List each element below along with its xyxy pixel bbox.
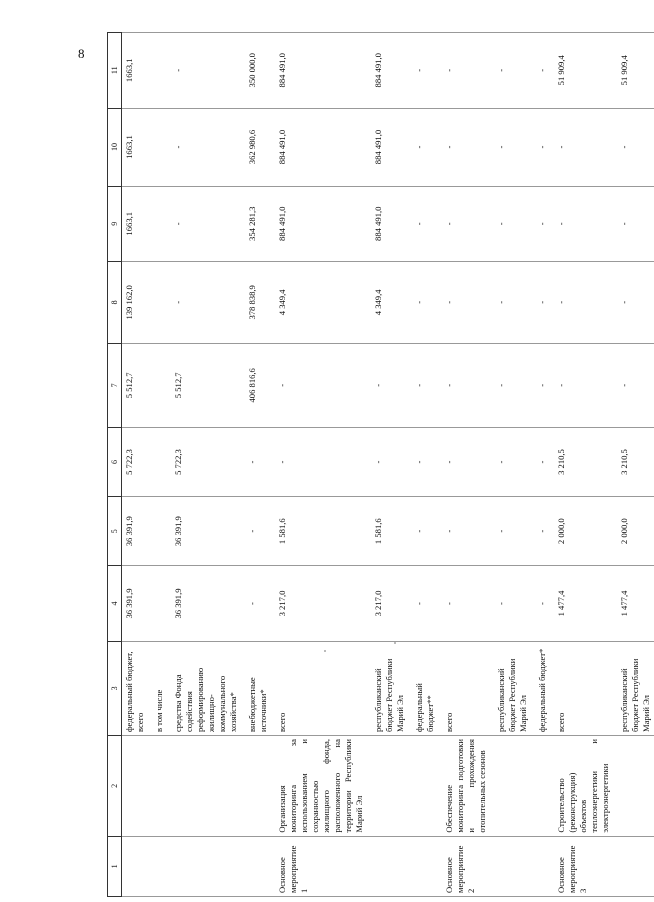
value-cell	[148, 186, 167, 261]
value-cell	[148, 566, 167, 641]
measure-label-cell: Основное мероприятие 2	[438, 836, 490, 896]
value-cell: -	[408, 566, 438, 641]
value-cell: -	[531, 33, 550, 109]
value-cell: -	[408, 427, 438, 496]
value-cell: -	[550, 108, 613, 186]
value-cell: -	[613, 108, 654, 186]
value-cell: -	[167, 108, 241, 186]
page-number: 8	[78, 46, 85, 61]
value-cell	[148, 261, 167, 343]
measure-description-cell	[167, 736, 241, 837]
measure-description-cell	[408, 736, 438, 837]
value-cell: 5 512,7	[122, 343, 149, 427]
value-cell: -	[490, 108, 531, 186]
value-cell: 884 491,0	[367, 186, 408, 261]
table-row	[408, 33, 438, 897]
value-cell: -	[531, 566, 550, 641]
value-cell: -	[490, 343, 531, 427]
value-cell: 362 980,6	[241, 108, 271, 186]
value-cell: -	[367, 343, 408, 427]
funding-source-cell: республиканский бюджет Республики Марий Эл	[490, 641, 531, 735]
column-number: 4	[108, 566, 122, 641]
funding-source-cell: федеральный бюджет, всего	[122, 641, 149, 735]
funding-source-cell: федеральный бюджет*	[531, 641, 550, 735]
value-cell: 3 217,0	[367, 566, 408, 641]
value-cell: -	[438, 497, 490, 566]
value-cell: -	[367, 427, 408, 496]
value-cell: -	[438, 33, 490, 109]
value-cell: -	[531, 261, 550, 343]
measure-label-cell	[241, 836, 271, 896]
table-row	[531, 33, 550, 897]
value-cell: 378 838,9	[241, 261, 271, 343]
value-cell: -	[438, 343, 490, 427]
measure-description-cell	[613, 736, 654, 837]
value-cell: -	[613, 261, 654, 343]
column-number: 11	[108, 33, 122, 109]
value-cell: -	[438, 186, 490, 261]
funding-source-cell: в том числе	[148, 641, 167, 735]
funding-source-cell: средства Фонда содействия реформированию жилищно-коммунального хозяйства*	[167, 641, 241, 735]
value-cell: -	[531, 186, 550, 261]
value-cell: 1 581,6	[271, 497, 367, 566]
table-row	[490, 33, 531, 897]
measure-label-cell	[408, 836, 438, 896]
scan-speck	[394, 642, 396, 644]
funding-source-cell: всего	[271, 641, 367, 735]
value-cell: 1663,1	[122, 33, 149, 109]
value-cell: -	[490, 186, 531, 261]
value-cell: 884 491,0	[367, 33, 408, 109]
value-cell: -	[241, 497, 271, 566]
measure-label-cell	[531, 836, 550, 896]
value-cell: 884 491,0	[271, 108, 367, 186]
measure-label-cell	[613, 836, 654, 896]
measure-description-cell	[241, 736, 271, 837]
column-number: 6	[108, 427, 122, 496]
column-number: 3	[108, 641, 122, 735]
value-cell: 51 909,4	[613, 33, 654, 109]
value-cell: 1 477,4	[613, 566, 654, 641]
value-cell: -	[550, 261, 613, 343]
value-cell	[148, 108, 167, 186]
value-cell: -	[490, 497, 531, 566]
value-cell: 3 217,0	[271, 566, 367, 641]
funding-source-cell: федеральный бюджет**	[408, 641, 438, 735]
value-cell: 884 491,0	[367, 108, 408, 186]
value-cell: -	[241, 566, 271, 641]
value-cell: 139 162,0	[122, 261, 149, 343]
measure-label-cell: Основное мероприятие 1	[271, 836, 367, 896]
value-cell	[148, 427, 167, 496]
value-cell: -	[490, 33, 531, 109]
table-row	[241, 33, 271, 897]
value-cell: -	[550, 186, 613, 261]
table-row	[122, 33, 149, 897]
value-cell: -	[241, 427, 271, 496]
value-cell: -	[531, 343, 550, 427]
value-cell: 2 000,0	[550, 497, 613, 566]
measure-label-cell	[490, 836, 531, 896]
value-cell: -	[438, 261, 490, 343]
value-cell	[148, 343, 167, 427]
scan-speck	[324, 650, 326, 652]
value-cell: 350 000,0	[241, 33, 271, 109]
rotated-table-container	[107, 32, 651, 897]
value-cell: -	[531, 427, 550, 496]
value-cell: -	[271, 343, 367, 427]
value-cell: 354 281,3	[241, 186, 271, 261]
value-cell: -	[490, 566, 531, 641]
column-number: 8	[108, 261, 122, 343]
table-row	[148, 33, 167, 897]
value-cell: -	[531, 497, 550, 566]
measure-description-cell	[490, 736, 531, 837]
value-cell: -	[613, 343, 654, 427]
funding-source-cell: всего	[550, 641, 613, 735]
value-cell: -	[613, 186, 654, 261]
value-cell: 3 210,5	[613, 427, 654, 496]
value-cell: 1663,1	[122, 108, 149, 186]
measure-label-cell	[148, 836, 167, 896]
value-cell: -	[167, 261, 241, 343]
value-cell: -	[531, 108, 550, 186]
value-cell: 36 391,9	[122, 497, 149, 566]
value-cell: 5 512,7	[167, 343, 241, 427]
value-cell: -	[490, 261, 531, 343]
value-cell: -	[408, 497, 438, 566]
measure-description-cell	[367, 736, 408, 837]
measure-label-cell	[167, 836, 241, 896]
table-row	[167, 33, 241, 897]
value-cell: -	[408, 108, 438, 186]
table-row	[271, 33, 367, 897]
value-cell: 2 000,0	[613, 497, 654, 566]
table-row	[613, 33, 654, 897]
measure-description-cell: Строительство (реконструкция) объектов теплоэнергетики и электроэнергетики	[550, 736, 613, 837]
measure-label-cell: Основное мероприятие 3	[550, 836, 613, 896]
value-cell: -	[438, 427, 490, 496]
value-cell: -	[408, 186, 438, 261]
value-cell: 5 722,3	[122, 427, 149, 496]
value-cell: -	[408, 343, 438, 427]
measure-description-cell	[148, 736, 167, 837]
measure-label-cell	[367, 836, 408, 896]
value-cell: -	[167, 186, 241, 261]
budget-table	[107, 32, 654, 897]
value-cell	[148, 33, 167, 109]
value-cell: -	[438, 566, 490, 641]
measure-label-cell	[122, 836, 149, 896]
value-cell: 1663,1	[122, 186, 149, 261]
funding-source-cell: республиканский бюджет Республики Марий Эл	[367, 641, 408, 735]
value-cell	[148, 497, 167, 566]
value-cell: 36 391,9	[167, 497, 241, 566]
value-cell: 36 391,9	[122, 566, 149, 641]
column-number: 9	[108, 186, 122, 261]
column-number: 5	[108, 497, 122, 566]
value-cell: 406 816,6	[241, 343, 271, 427]
value-cell: -	[490, 427, 531, 496]
value-cell: -	[271, 427, 367, 496]
column-number: 2	[108, 736, 122, 837]
value-cell: 4 349,4	[367, 261, 408, 343]
column-number: 7	[108, 343, 122, 427]
value-cell: -	[167, 33, 241, 109]
column-number-row	[108, 33, 122, 897]
funding-source-cell: всего	[438, 641, 490, 735]
value-cell: -	[438, 108, 490, 186]
table-row	[438, 33, 490, 897]
value-cell: -	[408, 261, 438, 343]
column-number: 1	[108, 836, 122, 896]
table-row	[550, 33, 613, 897]
column-number: 10	[108, 108, 122, 186]
value-cell: 1 477,4	[550, 566, 613, 641]
value-cell: 884 491,0	[271, 33, 367, 109]
funding-source-cell: внебюджетные источники*	[241, 641, 271, 735]
value-cell: 3 210,5	[550, 427, 613, 496]
measure-description-cell	[122, 736, 149, 837]
value-cell: 884 491,0	[271, 186, 367, 261]
measure-description-cell: Организация мониторинга за использованием и сохранностью жилищного фонда, расположенного на территории Республики Марий Эл	[271, 736, 367, 837]
value-cell: -	[550, 343, 613, 427]
value-cell: 1 581,6	[367, 497, 408, 566]
value-cell: 51 909,4	[550, 33, 613, 109]
value-cell: 36 391,9	[167, 566, 241, 641]
measure-description-cell: Обеспечение мониторинга подготовки и прохождения отопительных сезонов	[438, 736, 490, 837]
value-cell: 5 722,3	[167, 427, 241, 496]
value-cell: -	[408, 33, 438, 109]
measure-description-cell	[531, 736, 550, 837]
table-row	[367, 33, 408, 897]
value-cell: 4 349,4	[271, 261, 367, 343]
funding-source-cell: республиканский бюджет Республики Марий Эл	[613, 641, 654, 735]
